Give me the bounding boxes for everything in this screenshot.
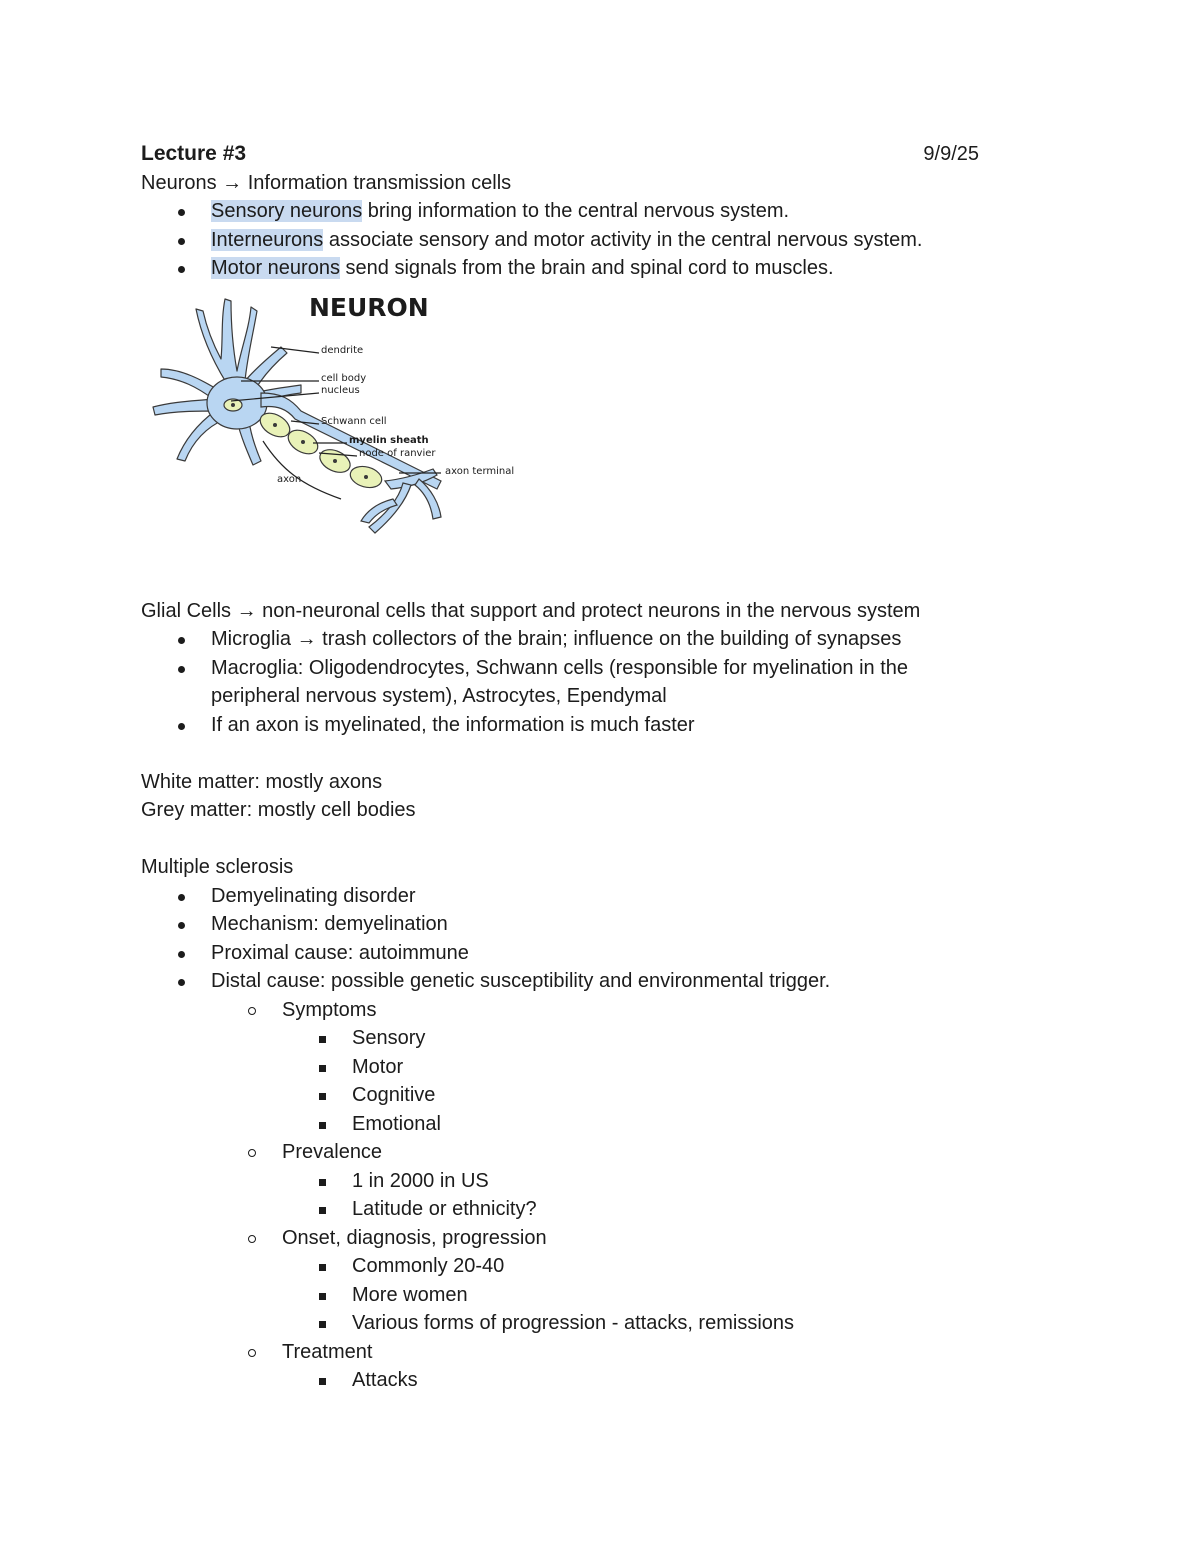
sub-sub-list-item: Attacks: [141, 1366, 981, 1395]
label-myelin-sheath: myelin sheath: [349, 434, 429, 446]
glial-intro: Glial Cells → non-neuronal cells that support and protect neurons in the nervous system: [141, 599, 921, 622]
grey-matter-line: Grey matter: mostly cell bodies: [141, 799, 416, 821]
white-matter-line: White matter: mostly axons: [141, 770, 383, 793]
bullet-icon: [178, 666, 185, 673]
bullet-icon: [178, 723, 185, 730]
sub-sub-list-item: 1 in 2000 in US: [141, 1167, 981, 1196]
list-item: Interneurons associate sensory and motor activity in the central nervous system.: [141, 226, 981, 255]
hollow-bullet-icon: [248, 1235, 256, 1243]
figure-title: NEURON: [309, 292, 429, 322]
list-item: Motor neurons send signals from the brain and spinal cord to muscles.: [141, 254, 981, 283]
sub-list-item: Symptoms: [141, 996, 981, 1025]
square-bullet-icon: [319, 1264, 326, 1271]
square-bullet-icon: [319, 1179, 326, 1186]
highlighted-term: Motor neurons: [211, 257, 340, 279]
bullet-icon: [178, 951, 185, 958]
sub-list-item: Onset, diagnosis, progression: [141, 1224, 981, 1253]
square-bullet-icon: [319, 1293, 326, 1300]
sub-list-item: Prevalence: [141, 1138, 981, 1167]
highlighted-term: Interneurons: [211, 228, 324, 251]
label-node-of-ranvier: node of ranvier: [359, 447, 436, 459]
list-item: Proximal cause: autoimmune: [141, 939, 981, 968]
square-bullet-icon: [319, 1036, 326, 1043]
label-nucleus: nucleus: [321, 384, 360, 396]
bullet-icon: [178, 238, 185, 245]
highlighted-term: Sensory neurons: [211, 200, 363, 222]
sub-sub-list-item: Motor: [141, 1053, 981, 1082]
neuron-diagram: [141, 289, 541, 559]
bullet-icon: [178, 266, 185, 273]
sub-sub-list-item: Commonly 20-40: [141, 1252, 981, 1281]
bullet-icon: [178, 894, 185, 901]
neurons-intro: Neurons → Information transmission cells: [141, 171, 512, 194]
list-item: Mechanism: demyelination: [141, 910, 981, 939]
bullet-icon: [178, 637, 185, 644]
lecture-date: 9/9/25: [923, 143, 979, 165]
sub-list-item: Treatment: [141, 1338, 981, 1367]
page-title: Lecture #3: [141, 142, 247, 165]
hollow-bullet-icon: [248, 1349, 256, 1357]
title-row: [141, 140, 981, 169]
hollow-bullet-icon: [248, 1007, 256, 1015]
list-item: Macroglia: Oligodendrocytes, Schwann cells (responsible for myelination in the: [141, 654, 981, 683]
square-bullet-icon: [319, 1321, 326, 1328]
list-item-continuation: peripheral nervous system), Astrocytes, Ependymal: [211, 685, 667, 707]
list-item: Distal cause: possible genetic susceptibility and environmental trigger.: [141, 967, 981, 996]
bullet-icon: [178, 979, 185, 986]
sub-sub-list-item: Latitude or ethnicity?: [141, 1195, 981, 1224]
list-item: Demyelinating disorder: [141, 882, 981, 911]
sub-sub-list-item: Sensory: [141, 1024, 981, 1053]
sub-sub-list-item: More women: [141, 1281, 981, 1310]
sub-sub-list-item: Cognitive: [141, 1081, 981, 1110]
list-item: Sensory neurons bring information to the central nervous system.: [141, 197, 981, 226]
sub-sub-list-item: Various forms of progression - attacks, remissions: [141, 1309, 981, 1338]
label-schwann-cell: Schwann cell: [321, 415, 387, 427]
hollow-bullet-icon: [248, 1149, 256, 1157]
bullet-icon: [178, 209, 185, 216]
label-axon-terminal: axon terminal: [445, 465, 515, 477]
square-bullet-icon: [319, 1122, 326, 1129]
square-bullet-icon: [319, 1065, 326, 1072]
label-dendrite: dendrite: [321, 344, 364, 356]
list-item: Microglia → trash collectors of the brain; influence on the building of synapses: [141, 625, 981, 654]
ms-heading: Multiple sclerosis: [141, 856, 294, 878]
list-item: If an axon is myelinated, the information is much faster: [141, 711, 981, 740]
label-cell-body: cell body: [321, 372, 367, 384]
square-bullet-icon: [319, 1093, 326, 1100]
sub-sub-list-item: Emotional: [141, 1110, 981, 1139]
label-axon: axon: [277, 473, 302, 485]
square-bullet-icon: [319, 1378, 326, 1385]
bullet-icon: [178, 922, 185, 929]
square-bullet-icon: [319, 1207, 326, 1214]
document-page: [141, 140, 981, 1395]
